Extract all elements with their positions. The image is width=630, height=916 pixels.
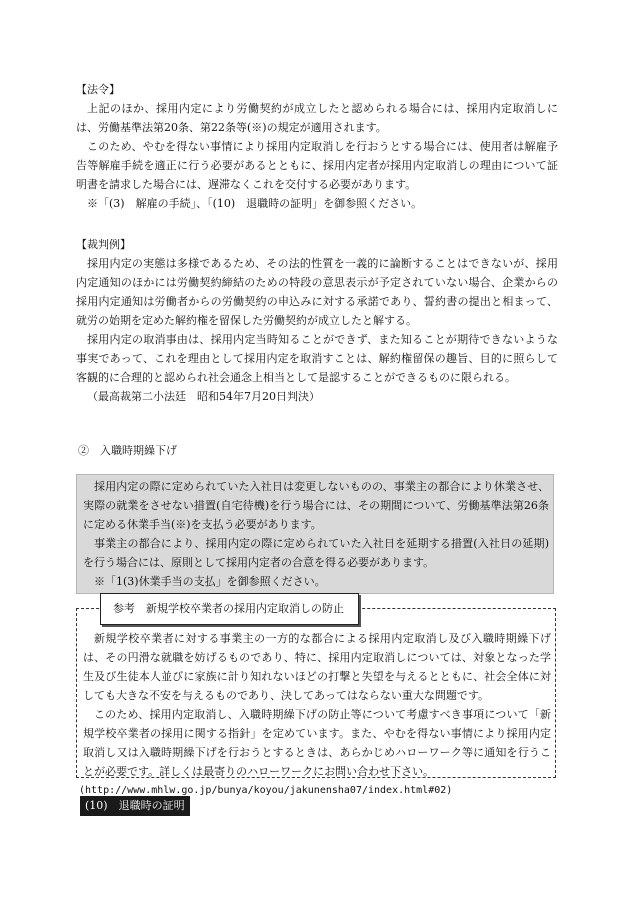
- start-date-delay-paragraph: 採用内定の際に定められていた入社日は変更しないものの、事業主の都合により休業させ、実際の就業をさせない措置(自宅待機)を行う場合には、その期間について、労働基準法第26条に定める休業手当(※)を支払う必要があります。: [83, 480, 549, 531]
- next-section-label: (10) 退職時の証明: [80, 796, 190, 816]
- start-date-delay-box: [76, 474, 554, 594]
- start-date-delay-paragraph: 事業主の都合により、採用内定の際に定められていた入社日を延期する措置(入社日の延期)を行う場合には、原則として採用内定者の合意を得る必要があります。: [83, 537, 549, 569]
- case-law-heading: 【裁判例】: [76, 238, 131, 251]
- reference-url: (http://www.mhlw.go.jp/bunya/koyou/jakunensha07/index.html#02): [79, 785, 453, 796]
- laws-note: ※「(3) 解雇の手続」、「(10) 退職時の証明」を御参照ください。: [87, 197, 423, 210]
- reference-paragraph: このため、採用内定取消し、入職時期繰下げの防止等について考慮すべき事項について「新規学校卒業者の採用に関する指針」を定めています。また、やむを得ない事情により採用内定取消し又は入職時期繰下げを行おうとするときは、あらかじめハローワーク等に通知を行うことが必要です。詳しくは最寄りのハローワークにお問い合わせ下さい。: [83, 708, 551, 778]
- start-date-delay-note: ※「1(3)休業手当の支払」を御参照ください。: [94, 575, 326, 588]
- case-law-body: [76, 254, 558, 406]
- start-date-delay-heading: ② 入職時期繰下げ: [78, 444, 177, 457]
- reference-box: [76, 608, 556, 796]
- reference-paragraph: 新規学校卒業者に対する事業主の一方的な都合による採用内定取消し及び入職時期繰下げは、その円滑な就職を妨げるものであり、特に、採用内定取消しについては、対象となった学生及び生徒本人並びに家族に計り知れないほどの打撃と失望を与えるとともに、社会全体に対しても大きな不安を与えるものであり、決してあってはならない重大な問題です。: [83, 632, 551, 702]
- reference-box-title: 参考 新規学校卒業者の採用内定取消しの防止: [100, 593, 359, 625]
- laws-paragraph: 上記のほか、採用内定により労働契約が成立したと認められる場合には、採用内定取消しには、労働基準法第20条、第22条等(※)の規定が適用されます。: [76, 102, 558, 134]
- case-law-citation: （最高裁第二小法廷 昭和54年7月20日判決）: [87, 390, 320, 403]
- case-law-paragraph: 採用内定の取消事由は、採用内定当時知ることができず、また知ることが期待できないような事実であって、これを理由として採用内定を取消すことは、解約権留保の趣旨、目的に照らして客観的に合理的と認められ社会通念上相当として是認することができるものに限られる。: [76, 333, 558, 384]
- laws-body: [76, 99, 558, 213]
- case-law-paragraph: 採用内定の実態は多様であるため、その法的性質を一義的に論断することはできないが、採用内定通知のほかには労働契約締結のための特段の意思表示が予定されていない場合、企業からの採用内定通知は労働者からの労働契約の申込みに対する承諾であり、誓約書の提出と相まって、就労の始期を定めた解約権を留保した労働契約が成立したと解する。: [76, 257, 558, 327]
- laws-paragraph: このため、やむを得ない事情により採用内定取消しを行おうとする場合には、使用者は解雇予告等解雇手続を適正に行う必要があるとともに、採用内定者が採用内定取消しの理由について証明書を請求した場合には、遅滞なくこれを交付する必要があります。: [76, 140, 558, 191]
- laws-heading: 【法令】: [76, 83, 120, 96]
